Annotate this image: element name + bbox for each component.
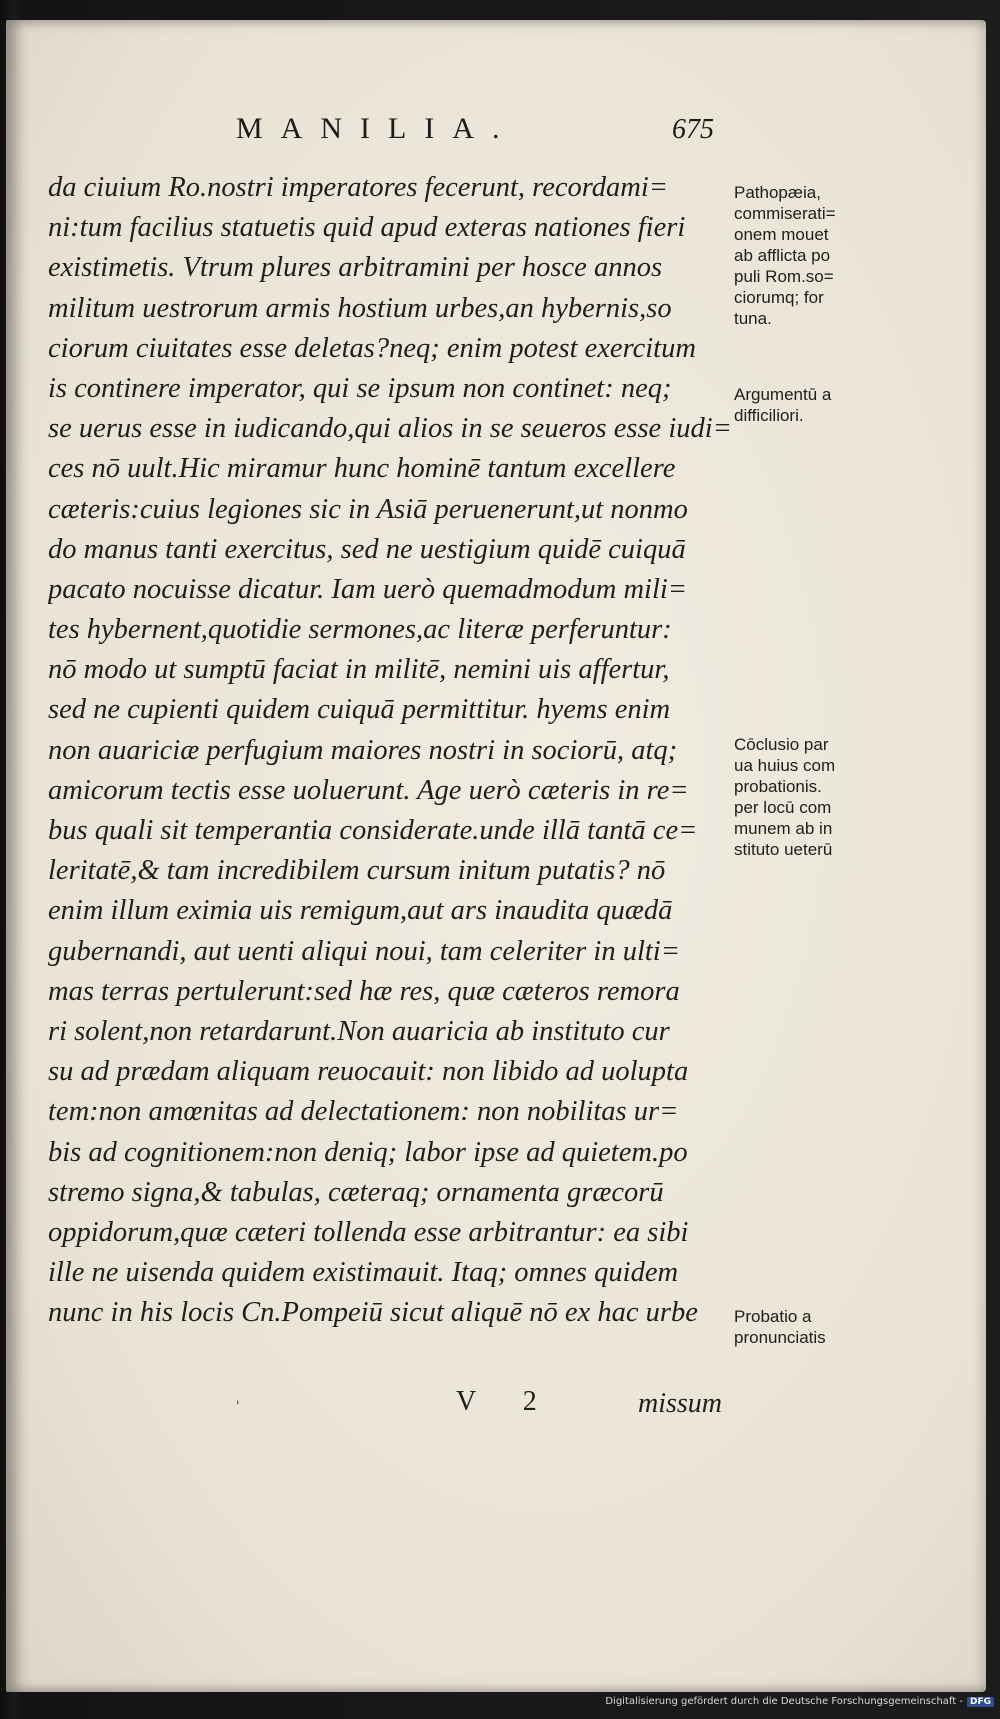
marginal-line: Argumentū a [734,385,832,404]
text-line: gubernandi, aut uenti aliqui noui, tam celeriter in ulti= [48,935,680,967]
main-text-block [48,168,738,1333]
page-header [6,112,986,162]
text-line: tem:non amœnitas ad delectationem: non nobilitas ur= [48,1096,679,1128]
marginal-line: Cōclusio par [734,735,829,754]
marginal-line: onem mouet [734,225,829,244]
text-line: ni:tum facilius statuetis quid apud exteras nationes fieri [48,212,686,244]
text-line: su ad prædam aliquam reuocauit: non libido ad uolupta [48,1056,689,1088]
marginal-line: ciorumq; for [734,288,824,307]
marginal-line: tuna. [734,309,772,328]
marginal-note-conclusio [734,734,884,860]
page-number: 675 [672,114,714,145]
text-line: da ciuium Ro.nostri imperatores fecerunt, recordami= [48,172,669,203]
text-line: nō modo ut sumptū faciat in militē, nemini uis affertur, [48,654,670,686]
book-page [6,20,986,1692]
marginal-note-argumentum [734,384,884,426]
text-line: existimetis. Vtrum plures arbitramini per hosce annos [48,252,663,284]
text-line: bis ad cognitionem:non deniq; labor ipse ad quietem.po [48,1136,688,1168]
marginal-line: Probatio a [734,1307,812,1326]
credit-text: Digitalisierung gefördert durch die Deutsche Forschungsgemeinschaft - [605,1696,963,1707]
running-head: MANILIA. [236,112,518,145]
text-line: pacato nocuisse dicatur. Iam uerò quemadmodum mili= [48,573,688,605]
stray-mark: ˈ [234,1396,242,1421]
digitization-credit [605,1696,994,1707]
text-line: se uerus esse in iudicando,qui alios in se seueros esse iudi= [48,413,732,445]
marginal-line: ab afflicta po [734,246,831,265]
dfg-logo-icon: DFG [967,1697,994,1707]
text-line: non auariciæ perfugium maiores nostri in sociorū, atq; [48,734,678,766]
text-line: amicorum tectis esse uoluerunt. Age uerò cæteris in re= [48,774,689,806]
marginal-note-probatio [734,1306,884,1348]
text-line: ri solent,non retardarunt.Non auaricia ab instituto cur [48,1015,670,1047]
marginal-line: ua huius com [734,756,836,775]
text-line: leritatē,& tam incredibilem cursum initum putatis? nō [48,855,666,887]
marginal-line: per locū com [734,798,832,817]
page-footer [6,1386,986,1436]
text-line: oppidorum,quæ cæteri tollenda esse arbitrantur: ea sibi [48,1216,689,1248]
marginal-line: Pathopæia, [734,183,821,202]
signature-mark: V 2 [456,1386,557,1417]
text-line: militum uestrorum armis hostium urbes,an hybernis,so [48,292,672,324]
marginal-line: munem ab in [734,819,833,838]
text-line: stremo signa,& tabulas, cæteraq; ornamenta græcorū [48,1176,664,1208]
text-line: do manus tanti exercitus, sed ne uestigium quidē cuiquā [48,533,686,565]
text-line: is continere imperator, qui se ipsum non continet: neq; [48,372,672,404]
text-line: nunc in his locis Cn.Pompeiū sicut aliquē nō ex hac urbe [48,1297,698,1329]
text-line: bus quali sit temperantia considerate.unde illā tantā ce= [48,815,698,846]
text-line: sed ne cupienti quidem cuiquā permittitur. hyems enim [48,694,671,726]
text-line: cæteris:cuius legiones sic in Asiā peruenerunt,ut nonmo [48,493,688,525]
marginal-line: puli Rom.so= [734,267,834,286]
marginal-line: commiserati= [734,204,836,223]
text-line: ciorum ciuitates esse deletas?neq; enim potest exercitum [48,332,696,364]
text-line: ces nō uult.Hic miramur hunc hominē tantum excellere [48,453,676,485]
marginal-line: difficiliori. [734,406,804,425]
marginal-line: probationis. [734,777,822,796]
marginal-note-pathopoeia [734,182,884,329]
text-line: tes hybernent,quotidie sermones,ac literæ perferuntur: [48,614,672,646]
marginal-line: pronunciatis [734,1328,826,1347]
text-line: enim illum eximia uis remigum,aut ars inaudita quædā [48,895,673,927]
catchword: missum [638,1388,723,1419]
text-line: mas terras pertulerunt:sed hæ res, quæ cæteros remora [48,975,680,1007]
marginal-line: stituto ueterū [734,840,833,859]
text-line: ille ne uisenda quidem existimauit. Itaq; omnes quidem [48,1257,679,1289]
